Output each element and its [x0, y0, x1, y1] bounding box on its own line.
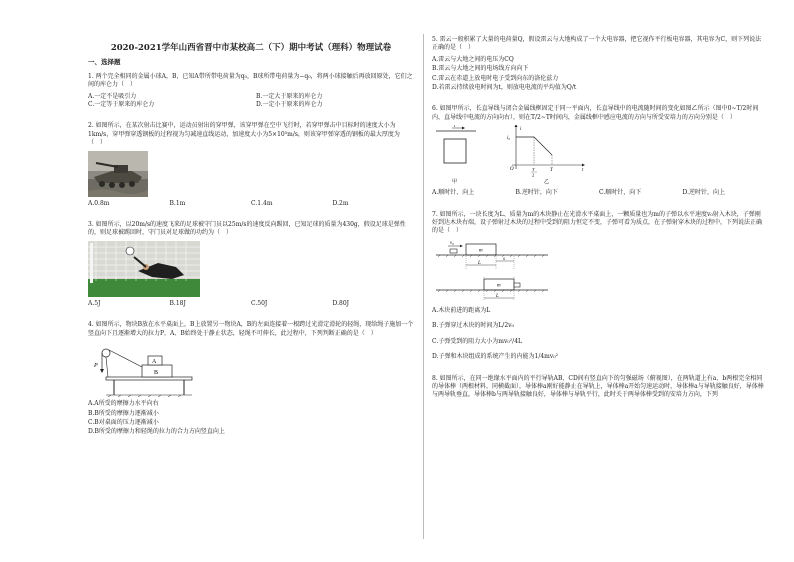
option-d[interactable]: D.2m	[332, 199, 349, 207]
caption-yi: 乙	[544, 179, 550, 186]
option-d[interactable]: D.B所受的摩擦力和轻绳的拉力的合力方向竖直向上	[88, 428, 225, 436]
goalkeeper-photo	[88, 241, 200, 297]
option-d[interactable]: D.若雷云持续放电时间为t，则放电电流的平均值为Q/t	[432, 84, 577, 92]
section-heading: 一、选择题	[88, 58, 121, 67]
question-3-text: 3. 如图所示，以20m/s的速度飞来的足球被守门员以25m/s的速度反向踢回，已知足球的质量为430g，假设足球是弹性的，则足球被踢回时，守门员对足球做的功约为（ ）	[88, 221, 406, 237]
length-label-top: L	[478, 260, 481, 266]
option-c[interactable]: C.一定等于原来的库仑力	[88, 101, 155, 109]
option-c[interactable]: C.子弹受到的阻力大小为mv₀²/4L	[432, 337, 522, 345]
question-4-text: 4. 如图所示，物块B放在水平桌面上，B上放置另一物块A，B的左面连接着一根跨过光滑定滑轮的轻绳，现给绳子施加一个竖直向下且逐渐增大的拉力P，A、B始终处于静止状态，轻绳不可伸长，此过程中，下列判断正确的是（ ）	[88, 321, 414, 337]
length-label-bottom: L	[496, 293, 499, 299]
question-6-options	[432, 189, 766, 197]
option-a[interactable]: A.A所受的摩擦力水平向右	[88, 400, 159, 408]
option-d[interactable]: D.逆时针，向上	[682, 189, 726, 197]
question-4	[88, 321, 414, 436]
option-b[interactable]: B.B所受的摩擦力逐渐减小	[88, 409, 159, 417]
question-5-options	[432, 56, 766, 93]
option-d[interactable]: D.80J	[332, 299, 350, 307]
origin-label: O	[510, 167, 514, 173]
option-b[interactable]: B.1m	[169, 199, 186, 207]
tank-photo	[88, 151, 148, 197]
t-axis-label: t	[582, 168, 584, 174]
question-5	[432, 36, 766, 92]
question-7-text: 7. 如图所示，一块长度为L、质量为m的木块静止在光滑水平桌面上，一颗质量也为m的子弹以水平速度v₀射入木块，子弹刚好到达木块右端，设子弹射过木块的过程中受到的阻力恒定不变，子弹可看为质点，在子弹射穿木块的过程中，下列说法正确的是（ ）	[432, 210, 763, 235]
option-a[interactable]: A.顺时针，向上	[432, 189, 475, 197]
question-8-text: 8. 如图所示，在同一绝缘水平面内的平行导轨AB、CD间有竖直向下的匀强磁场（俯视图），在两轨道上有a、b两根完全相同的导体棒（两根材料，同横截面），导体棒a刚好能静止在导轨上，导体棒a开始匀速运动时，导体棒a与导轨接触良好，导体棒与两导轨垂直，导体棒b与两导轨接触良好，导体棒与导轨平行，此时关于两导体棒受到的安培力方向，下列	[432, 374, 764, 399]
question-4-options	[88, 400, 414, 437]
period-label: T	[550, 168, 553, 174]
option-c[interactable]: C.1.4m	[251, 199, 273, 207]
question-7-options	[432, 307, 766, 362]
option-d[interactable]: D.子弹和木块组成的系统产生的内能为1/4mv₀²	[432, 353, 559, 361]
column-divider	[423, 34, 424, 539]
question-2-options	[88, 200, 414, 208]
displacement-label: s	[503, 256, 505, 262]
pulley-block-diagram	[88, 341, 198, 397]
option-a[interactable]: A.木块前进的距离为L	[432, 306, 491, 314]
option-b[interactable]: B.一定大于原来的库仑力	[256, 92, 323, 100]
block-mass-bottom: m	[497, 283, 501, 289]
label-b: B	[154, 370, 159, 377]
question-1-text: 1. 两个完全相同的金属小球A，B，已知A带所带电荷量为q₀，B球所带电荷量为−q₀，将两小球接触后再放回原处，它们之间的库仑力（ ）	[88, 72, 413, 89]
caption-jia: 甲	[452, 179, 458, 186]
right-column	[432, 36, 766, 403]
question-1	[88, 73, 414, 110]
option-a[interactable]: A.0.8m	[88, 199, 110, 207]
label-a: A	[152, 359, 157, 366]
bullet-block-figure	[432, 239, 552, 305]
block-mass-top: m	[479, 248, 483, 254]
option-c[interactable]: C.雷云在赤道上放电时电子受到向东的洛伦兹力	[432, 74, 559, 82]
question-2	[88, 122, 414, 208]
i-axis-label: i	[520, 127, 522, 133]
exam-title: 2020-2021学年山西省晋中市某校高二（下）期中考试（理科）物理试卷	[110, 43, 392, 53]
option-b[interactable]: B.雷云与大地之间的电场线方向向下	[432, 65, 529, 73]
question-3-options	[88, 300, 414, 308]
option-a[interactable]: A.一定不是吸引力	[88, 92, 137, 100]
question-6	[432, 105, 766, 197]
current-label: i	[454, 125, 456, 130]
question-6-text: 6. 如图甲所示，长直导线与闭合金属线框固定于同一平面内，长直导线中的电流随时间的变化如图乙所示（图中0~T/2时间内，直导线中电流的方向向右），则在T/2~T时间内，金属线框中感应电流的方向与所受安培力的方向分别是（ ）	[432, 105, 759, 121]
question-1-options	[88, 93, 414, 110]
option-c[interactable]: C.50J	[251, 299, 268, 307]
half-period-den: 2	[532, 172, 535, 178]
option-a[interactable]: A.5J	[88, 299, 101, 307]
question-3	[88, 221, 414, 308]
question-7	[432, 211, 766, 362]
question-8	[432, 375, 766, 400]
option-c[interactable]: C.顺时针，向下	[599, 189, 642, 197]
v0-label: v₀	[450, 240, 454, 246]
label-p: P	[94, 363, 98, 370]
question-2-text: 2. 如图所示，在某次射击比赛中，运动员射出的穿甲弹，该穿甲弹在空中飞行时，若穿甲弹击中目标时的速度大小为1km/s，穿甲弹穿透钢板的过程视为匀减速直线运动，加速度大小为5×10⁵m/s，则该穿甲弹穿透的钢板的最大厚度为（ ）	[88, 122, 400, 147]
i0-label: i₀	[507, 136, 511, 142]
option-b[interactable]: B.子弹穿过木块的时间为L/2v₀	[432, 322, 514, 330]
half-period-num: T	[532, 167, 535, 173]
option-c[interactable]: C.B对桌面的压力逐渐减小	[88, 418, 159, 426]
option-d[interactable]: D.一定小于原来的库仑力	[256, 101, 323, 109]
option-a[interactable]: A.雷云与大地之间的电压为CQ	[432, 55, 514, 63]
question-5-text: 5. 雷云一般积累了大量的电荷量Q，假设雷云与大地构成了一个大电容器，把它视作平行板电容器，其电容为C，则下列说法正确的是（ ）	[432, 36, 762, 52]
option-b[interactable]: B.18J	[169, 299, 186, 307]
option-b[interactable]: B.逆时针，向下	[515, 189, 558, 197]
wire-loop-current-figure	[432, 125, 592, 187]
left-column	[88, 36, 414, 440]
